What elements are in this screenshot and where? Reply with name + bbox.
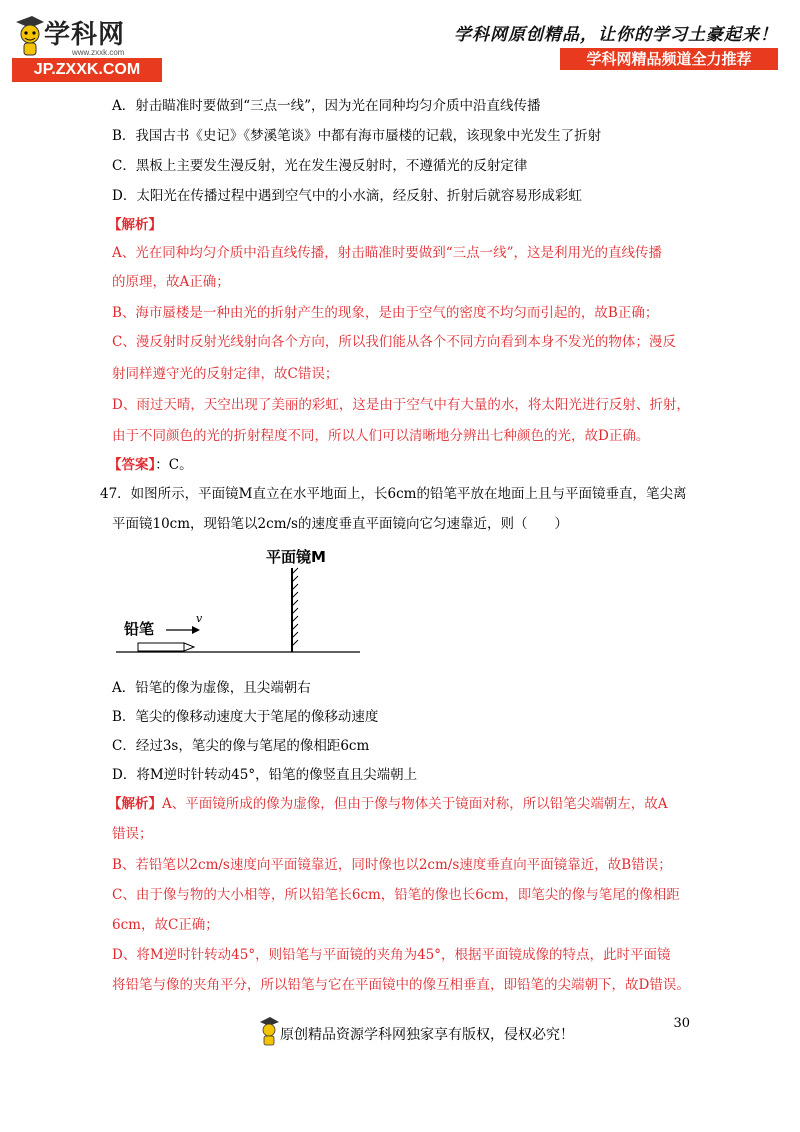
mascot-icon xyxy=(258,1016,280,1046)
logo-sub: www.zxxk.com xyxy=(72,48,125,57)
q47-option-c: C．经过3s，笔尖的像与笔尾的像相距6cm xyxy=(112,738,370,754)
logo-text: 学科网 xyxy=(44,20,126,50)
q46-analysis-label: 【解析】 xyxy=(108,217,162,233)
mascot-icon xyxy=(12,14,46,58)
q46-analysis-line: 射同样遵守光的反射定律，故C错误； xyxy=(112,366,339,382)
q46-analysis-line: 的原理，故A正确； xyxy=(112,274,230,290)
q46-option-a: A．射击瞄准时要做到“三点一线”，因为光在同种均匀介质中沿直线传播 xyxy=(112,98,541,114)
mirror-label: 平面镜M xyxy=(266,548,326,566)
answer-value: ：C。 xyxy=(155,457,193,473)
q46-answer xyxy=(108,455,193,475)
q47-analysis-line: 错误； xyxy=(112,826,153,842)
q47-analysis-line: B、若铅笔以2cm/s速度向平面镜靠近，同时像也以2cm/s速度垂直向平面镜靠近，故B错误； xyxy=(112,857,672,873)
pencil-label: 铅笔 xyxy=(124,620,155,638)
q47-stem: 平面镜10cm，现铅笔以2cm/s的速度垂直平面镜向它匀速靠近，则（ ） xyxy=(112,516,568,532)
site-logo[interactable] xyxy=(12,14,160,76)
q46-option-d: D．太阳光在传播过程中遇到空气中的小水滴，经反射、折射后就容易形成彩虹 xyxy=(112,188,582,204)
q46-option-b: B．我国古书《史记》《梦溪笔谈》中都有海市蜃楼的记载，该现象中光发生了折射 xyxy=(112,128,602,144)
q46-analysis-line: B、海市蜃楼是一种由光的折射产生的现象，是由于空气的密度不均匀而引起的，故B正确； xyxy=(112,305,659,321)
q46-option-c: C．黑板上主要发生漫反射，光在发生漫反射时，不遵循光的反射定律 xyxy=(112,158,528,174)
q46-analysis-line: A、光在同种均匀介质中沿直线传播，射击瞄准时要做到“三点一线”，这是利用光的直线传播 xyxy=(112,245,663,261)
copyright-notice: 原创精品资源学科网独家享有版权，侵权必究！ xyxy=(280,1027,574,1043)
mirror-pencil-figure xyxy=(110,540,370,662)
page-number: 30 xyxy=(673,1016,690,1031)
pencil-tip xyxy=(184,643,194,651)
q46-analysis-line: 由于不同颜色的光的折射程度不同，所以人们可以清晰地分辨出七种颜色的光，故D正确。 xyxy=(112,428,650,444)
q47-analysis-line: C、由于像与物的大小相等，所以铅笔长6cm，铅笔的像也长6cm，即笔尖的像与笔尾的像相距 xyxy=(112,887,680,903)
analysis-text: A、平面镜所成的像为虚像，但由于像与物体关于镜面对称，所以铅笔尖端朝左，故A xyxy=(162,796,668,812)
pencil-body xyxy=(138,643,184,651)
q47-analysis-first xyxy=(108,794,668,814)
q47-stem: 47．如图所示，平面镜M直立在水平地面上，长6cm的铅笔平放在地面上且与平面镜垂直，笔尖离 xyxy=(100,486,687,502)
q47-analysis-line: 将铅笔与像的夹角平分，所以铅笔与它在平面镜中的像互相垂直，即铅笔的尖端朝下，故D错误。 xyxy=(112,977,690,993)
header-banner: 学科网精品频道全力推荐 xyxy=(560,48,778,70)
q47-analysis-line: 6cm，故C正确； xyxy=(112,917,219,933)
analysis-label: 【解析】 xyxy=(108,796,162,812)
q47-option-a: A．铅笔的像为虚像，且尖端朝右 xyxy=(112,680,311,696)
q47-option-b: B．笔尖的像移动速度大于笔尾的像移动速度 xyxy=(112,709,379,725)
logo-url: JP.ZXXK.COM xyxy=(12,58,162,82)
header-slogan: 学科网原创精品，让你的学习土豪起来！ xyxy=(454,25,778,45)
velocity-label: v xyxy=(196,612,203,625)
answer-label: 【答案】 xyxy=(108,457,156,473)
q46-analysis-line: D、雨过天晴，天空出现了美丽的彩虹，这是由于空气中有大量的水，将太阳光进行反射、折射， xyxy=(112,397,690,413)
q47-option-d: D．将M逆时针转动45°，铅笔的像竖直且尖端朝上 xyxy=(112,767,418,783)
q46-analysis-line: C、漫反射时反射光线射向各个方向，所以我们能从各个不同方向看到本身不发光的物体；漫反 xyxy=(112,334,676,350)
velocity-arrowhead-icon xyxy=(192,626,200,634)
q47-analysis-line: D、将M逆时针转动45°，则铅笔与平面镜的夹角为45°，根据平面镜成像的特点，此时平面镜 xyxy=(112,947,671,963)
